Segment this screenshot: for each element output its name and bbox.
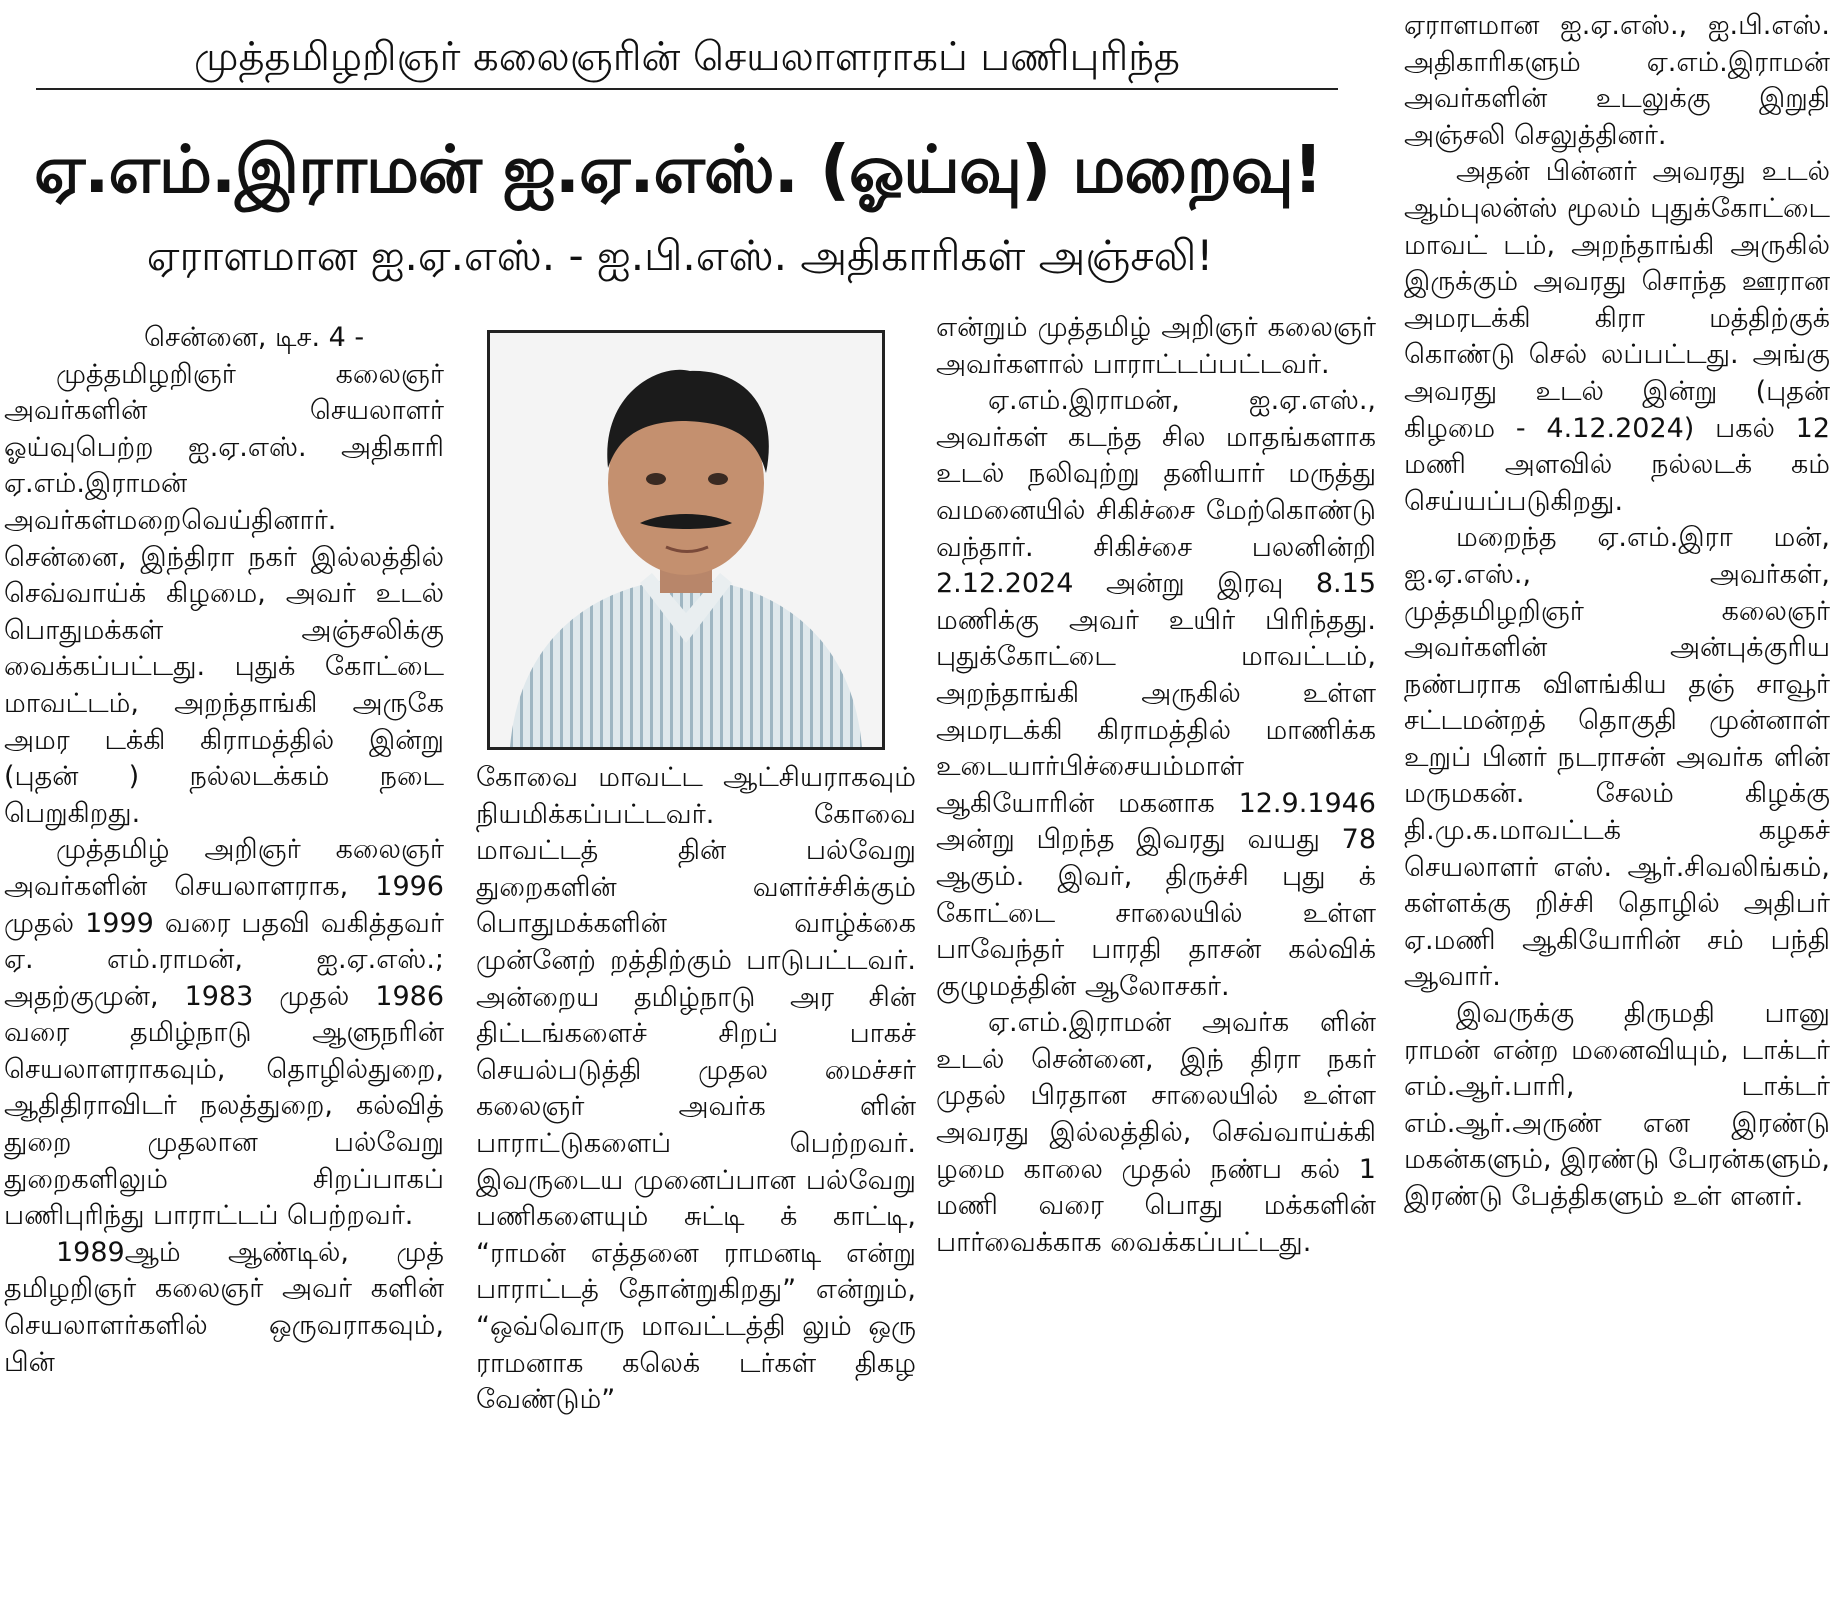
headline: ஏ.எம்.இராமன் ஐ.ஏ.எஸ். (ஓய்வு) மறைவு!: [33, 131, 1323, 208]
article-column-2: [476, 760, 916, 1598]
paragraph: ஏராளமான ஐ.ஏ.எஸ்., ஐ.பி.எஸ். அதிகாரிகளும் ஏ.எம்.இராமன் அவர்களின் உடலுக்கு இறுதி அஞ்சலி செலுத்தினர்.: [1404, 10, 1830, 151]
subheadline: ஏராளமான ஐ.ஏ.எஸ். - ஐ.பி.எஸ். அதிகாரிகள் அஞ்சலி!: [146, 231, 1214, 280]
dateline: சென்னை, டிச. 4 -: [144, 322, 365, 353]
paragraph: என்றும் முத்தமிழ் அறிஞர் கலைஞர் அவர்களால் பாராட்டப்பட்டவர்.: [936, 312, 1376, 380]
paragraph: மறைந்த ஏ.எம்.இரா மன், ஐ.ஏ.எஸ்., அவர்கள், முத்தமிழறிஞர் கலைஞர் அவர்களின் அன்புக்குரிய நண்பராக விளங்கிய தஞ் சாவூர் சட்டமன்றத் தொகுதி முன்னாள் உறுப் பினர் நடராசன் அவர்க ளின் மருமகன். சேலம் கிழக்கு தி.மு.க.மாவட்டக் கழகச் செயலாளர் எஸ். ஆர்.சிவலிங்கம், கள்ளக்கு றிச்சி தொழில் அதிபர் ஏ.மணி ஆகியோரின் சம் பந்தி ஆவார்.: [1404, 522, 1830, 993]
paragraph: முத்தமிழறிஞர் கலைஞர் அவர்களின் செயலாளர் ஓய்வுபெற்ற ஐ.ஏ.எஸ். அதிகாரி ஏ.எம்.இராமன் அவர்கள்மறைவெய்தினார். சென்னை, இந்திரா நகர் இல்லத்தில் செவ்வாய்க் கிழமை, அவர் உடல் பொதுமக்கள் அஞ்சலிக்கு வைக்கப்பட்டது. புதுக் கோட்டை மாவட்டம், அறந்தாங்கி அருகே அமர டக்கி கிராமத்தில் இன்று (புதன் ) நல்லடக்கம் நடை பெறுகிறது.: [4, 358, 444, 829]
paragraph: முத்தமிழ் அறிஞர் கலைஞர் அவர்களின் செயலாளராக, 1996 முதல் 1999 வரை பதவி வகித்தவர் ஏ. எம்.ராமன், ஐ.ஏ.எஸ்.; அதற்குமுன், 1983 முதல் 1986 வரை தமிழ்நாடு ஆளுநரின் செயலாளராகவும், தொழில்துறை, ஆதிதிராவிடர் நலத்துறை, கல்வித் துறை முதலான பல்வேறு துறைகளிலும் சிறப்பாகப் பணிபுரிந்து பாராட்டப் பெற்றவர்.: [4, 834, 444, 1232]
portrait-photo-icon: [490, 333, 882, 747]
article-column-4: [1404, 8, 1830, 1598]
paragraph: ஏ.எம்.இராமன், ஐ.ஏ.எஸ்., அவர்கள் கடந்த சில மாதங்களாக உடல் நலிவுற்று தனியார் மருத்து வமனையில் சிகிச்சை மேற்கொண்டு வந்தார். சிகிச்சை பலனின்றி 2.12.2024 அன்று இரவு 8.15 மணிக்கு அவர் உயிர் பிரிந்தது. புதுக்கோட்டை மாவட்டம், அறந்தாங்கி அருகில் உள்ள அமரடக்கி கிராமத்தில் மாணிக்க உடையார்பிச்சையம்மாள் ஆகியோரின் மகனாக 12.9.1946 அன்று பிறந்த இவரது வயது 78 ஆகும். இவர், திருச்சி புது க் கோட்டை சாலையில் உள்ள பாவேந்தர் பாரதி தாசன் கல்விக் குழுமத்தின் ஆலோசகர்.: [936, 385, 1376, 1002]
article-column-1: [4, 320, 444, 1598]
paragraph: ஏ.எம்.இராமன் அவர்க ளின் உடல் சென்னை, இந் திரா நகர் முதல் பிரதான சாலையில் உள்ள அவரது இல்லத்தில், செவ்வாய்க்கி ழமை காலை முதல் நண்ப கல் 1 மணி வரை பொது மக்களின் பார்வைக்காக வைக்கப்பட்டது.: [936, 1007, 1376, 1258]
paragraph: அதன் பின்னர் அவரது உடல் ஆம்புலன்ஸ் மூலம் புதுக்கோட்டை மாவட் டம், அறந்தாங்கி அருகில் இருக்கும் அவரது சொந்த ஊரான அமரடக்கி கிரா மத்திற்குக் கொண்டு செல் லப்பட்டது. அங்கு அவரது உடல் இன்று (புதன் கிழமை - 4.12.2024) பகல் 12 மணி அளவில் நல்லடக் கம் செய்யப்படுகிறது.: [1404, 156, 1830, 517]
paragraph: இவருக்கு திருமதி பானு ராமன் என்ற மனைவியும், டாக்டர் எம்.ஆர்.பாரி, டாக்டர் எம்.ஆர்.அருண் என இரண்டு மகன்களும், இரண்டு பேரன்களும், இரண்டு பேத்திகளும் உள் ளனர்.: [1404, 998, 1830, 1212]
paragraph: கோவை மாவட்ட ஆட்சியராகவும் நியமிக்கப்பட்டவர். கோவை மாவட்டத் தின் பல்வேறு துறைகளின் வளர்ச்சிக்கும் பொதுமக்களின் வாழ்க்கை முன்னேற் றத்திற்கும் பாடுபட்டவர். அன்றைய தமிழ்நாடு அர சின் திட்டங்களைச் சிறப் பாகச் செயல்படுத்தி முதல மைச்சர் கலைஞர் அவர்க ளின் பாராட்டுகளைப் பெற்றவர். இவருடைய முனைப்பான பல்வேறு பணிகளையும் சுட்டி க் காட்டி, “ராமன் எத்தனை ராமனடி என்று பாராட்டத் தோன்றுகிறது” என்றும், “ஒவ்வொரு மாவட்டத்தி லும் ஒரு ராமனாக கலெக் டர்கள் திகழ வேண்டும்”: [476, 762, 916, 1416]
kicker-line: முத்தமிழறிஞர் கலைஞரின் செயலாளராகப் பணிபுரிந்த: [36, 26, 1338, 90]
portrait-photo: [487, 330, 885, 750]
paragraph: 1989ஆம் ஆண்டில், முத் தமிழறிஞர் கலைஞர் அவர் களின் செயலாளர்களில் ஒருவராகவும், பின்: [4, 1236, 444, 1378]
article-column-3: [936, 310, 1376, 1598]
